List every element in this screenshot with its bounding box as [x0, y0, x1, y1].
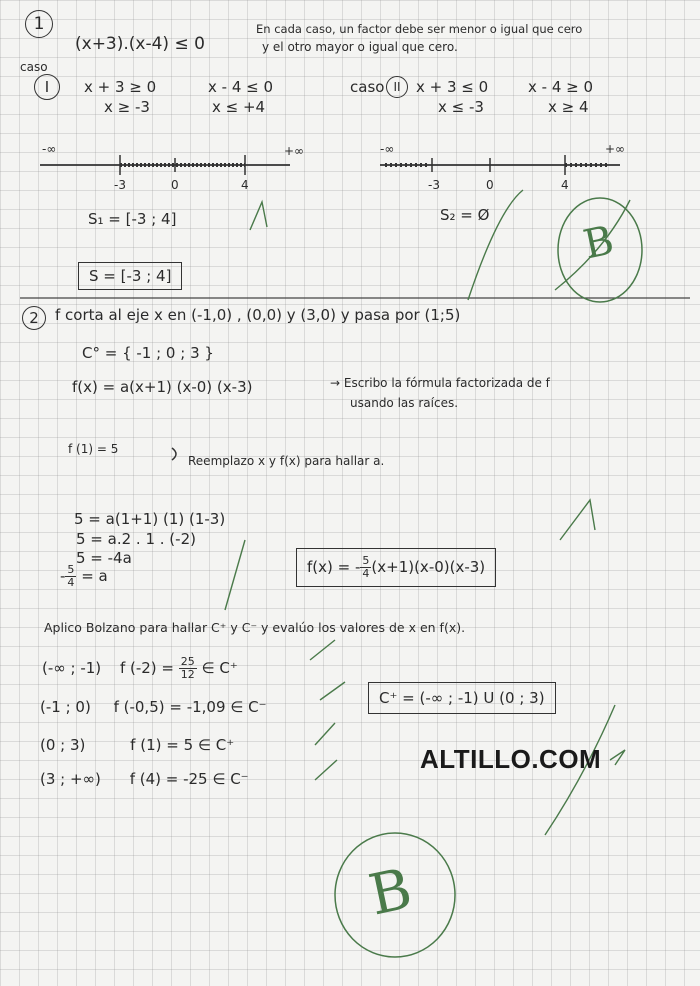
- interval-1: (-∞ ; -1): [42, 659, 102, 677]
- p2-final-fraction: [360, 555, 371, 580]
- p2-formula: f(x) = a(x+1) (x-0) (x-3): [72, 378, 253, 396]
- case1-b1: x - 4 ≤ 0: [208, 78, 274, 96]
- p2-roots: C° = { -1 ; 0 ; 3 }: [82, 344, 214, 362]
- interval-2: (-1 ; 0): [40, 698, 91, 716]
- interval-4-eval: f (4) = -25: [129, 770, 208, 788]
- interval-1-den: 12: [180, 668, 195, 681]
- interval-row-2: [40, 698, 267, 716]
- p2-step3: 5 = -4a: [76, 549, 132, 567]
- case1-minus-inf: -∞: [42, 142, 57, 156]
- p2-final-formula: [296, 548, 496, 587]
- p2-step4-num: 5: [67, 563, 75, 576]
- interval-2-sign: ∈ C⁻: [225, 698, 267, 716]
- grade-mark-2: B: [363, 856, 418, 929]
- case1-roman: I: [34, 74, 60, 100]
- interval-1-eval: f (-2) =: [119, 659, 179, 677]
- p1-note-line1: En cada caso, un factor debe ser menor o igual que cero: [256, 22, 583, 36]
- interval-3-eval: f (1) = 5: [130, 736, 194, 754]
- case1-plus-inf: +∞: [284, 144, 305, 158]
- p2-step1: 5 = a(1+1) (1) (1-3): [74, 510, 226, 528]
- p2-cplus-result: C⁺ = (-∞ ; -1) U (0 ; 3): [368, 682, 556, 714]
- p2-replace-note: Reemplazo x y f(x) para hallar a.: [188, 454, 385, 468]
- case2-solution: S₂ = Ø: [440, 206, 490, 224]
- interval-row-1: [42, 656, 238, 681]
- case2-roman: II: [386, 76, 408, 98]
- interval-3: (0 ; 3): [40, 736, 86, 754]
- grade-mark-1: B: [579, 217, 618, 269]
- case2-a2: x ≤ -3: [438, 98, 484, 116]
- interval-1-fraction: [179, 656, 197, 681]
- case1-tick-c: 4: [241, 178, 249, 192]
- interval-4-sign: ∈ C⁻: [207, 770, 249, 788]
- case1-tick-a: -3: [114, 178, 126, 192]
- interval-4: (3 ; +∞): [40, 770, 101, 788]
- interval-2-eval: f (-0,5) = -1,09: [113, 698, 226, 716]
- case1-solution: S₁ = [-3 ; 4]: [88, 210, 177, 228]
- case2-tick-c: 4: [561, 178, 569, 192]
- case2-plus-inf: +∞: [605, 142, 626, 156]
- interval-row-4: [40, 770, 249, 788]
- problem-1-number: 1: [25, 10, 53, 38]
- p1-note-line2: y el otro mayor o igual que cero.: [262, 40, 458, 54]
- p2-final-right: (x+1)(x-0)(x-3): [371, 558, 486, 576]
- interval-1-sign: ∈ C⁺: [196, 659, 238, 677]
- case2-minus-inf: -∞: [380, 142, 395, 156]
- p2-f1: f (1) = 5: [68, 442, 119, 456]
- p2-step4: [60, 564, 108, 589]
- case1-tick-b: 0: [171, 178, 179, 192]
- p2-step4-sign: -: [60, 567, 66, 585]
- case1-a1: x + 3 ≥ 0: [84, 78, 157, 96]
- case2-a1: x + 3 ≤ 0: [416, 78, 489, 96]
- p2-arrow-note-1: → Escribo la fórmula factorizada de f: [330, 376, 550, 390]
- case1-b2: x ≤ +4: [212, 98, 266, 116]
- p2-final-left: f(x) = -: [307, 558, 361, 576]
- case2-b2: x ≥ 4: [548, 98, 589, 116]
- case2-tick-a: -3: [428, 178, 440, 192]
- case2-b1: x - 4 ≥ 0: [528, 78, 594, 96]
- p2-step4-rest: = a: [81, 567, 108, 585]
- p1-inequality: (x+3).(x-4) ≤ 0: [75, 34, 205, 54]
- case1-a2: x ≥ -3: [104, 98, 150, 116]
- p2-final-num: 5: [362, 554, 370, 567]
- watermark-logo: ALTILLO.COM: [420, 744, 602, 774]
- interval-3-sign: ∈ C⁺: [193, 736, 235, 754]
- case2-tick-b: 0: [486, 178, 494, 192]
- interval-row-3: [40, 736, 234, 754]
- p1-final-solution: S = [-3 ; 4]: [78, 262, 182, 290]
- p2-arrow-note-2: usando las raíces.: [350, 396, 459, 410]
- caso-label: caso: [20, 60, 48, 74]
- p2-step4-fraction: [65, 564, 76, 589]
- interval-1-num: 25: [180, 655, 195, 668]
- p2-bolzano: Aplico Bolzano para hallar C⁺ y C⁻ y evalúo los valores de x en f(x).: [44, 620, 466, 635]
- p2-step2: 5 = a.2 . 1 . (-2): [76, 530, 196, 548]
- p2-statement: f corta al eje x en (-1,0) , (0,0) y (3,0) y pasa por (1;5): [55, 306, 461, 324]
- problem-2-number: 2: [22, 306, 46, 330]
- p2-final-den: 4: [362, 567, 370, 580]
- p2-step4-den: 4: [67, 576, 75, 589]
- case2-prefix: caso: [350, 78, 385, 96]
